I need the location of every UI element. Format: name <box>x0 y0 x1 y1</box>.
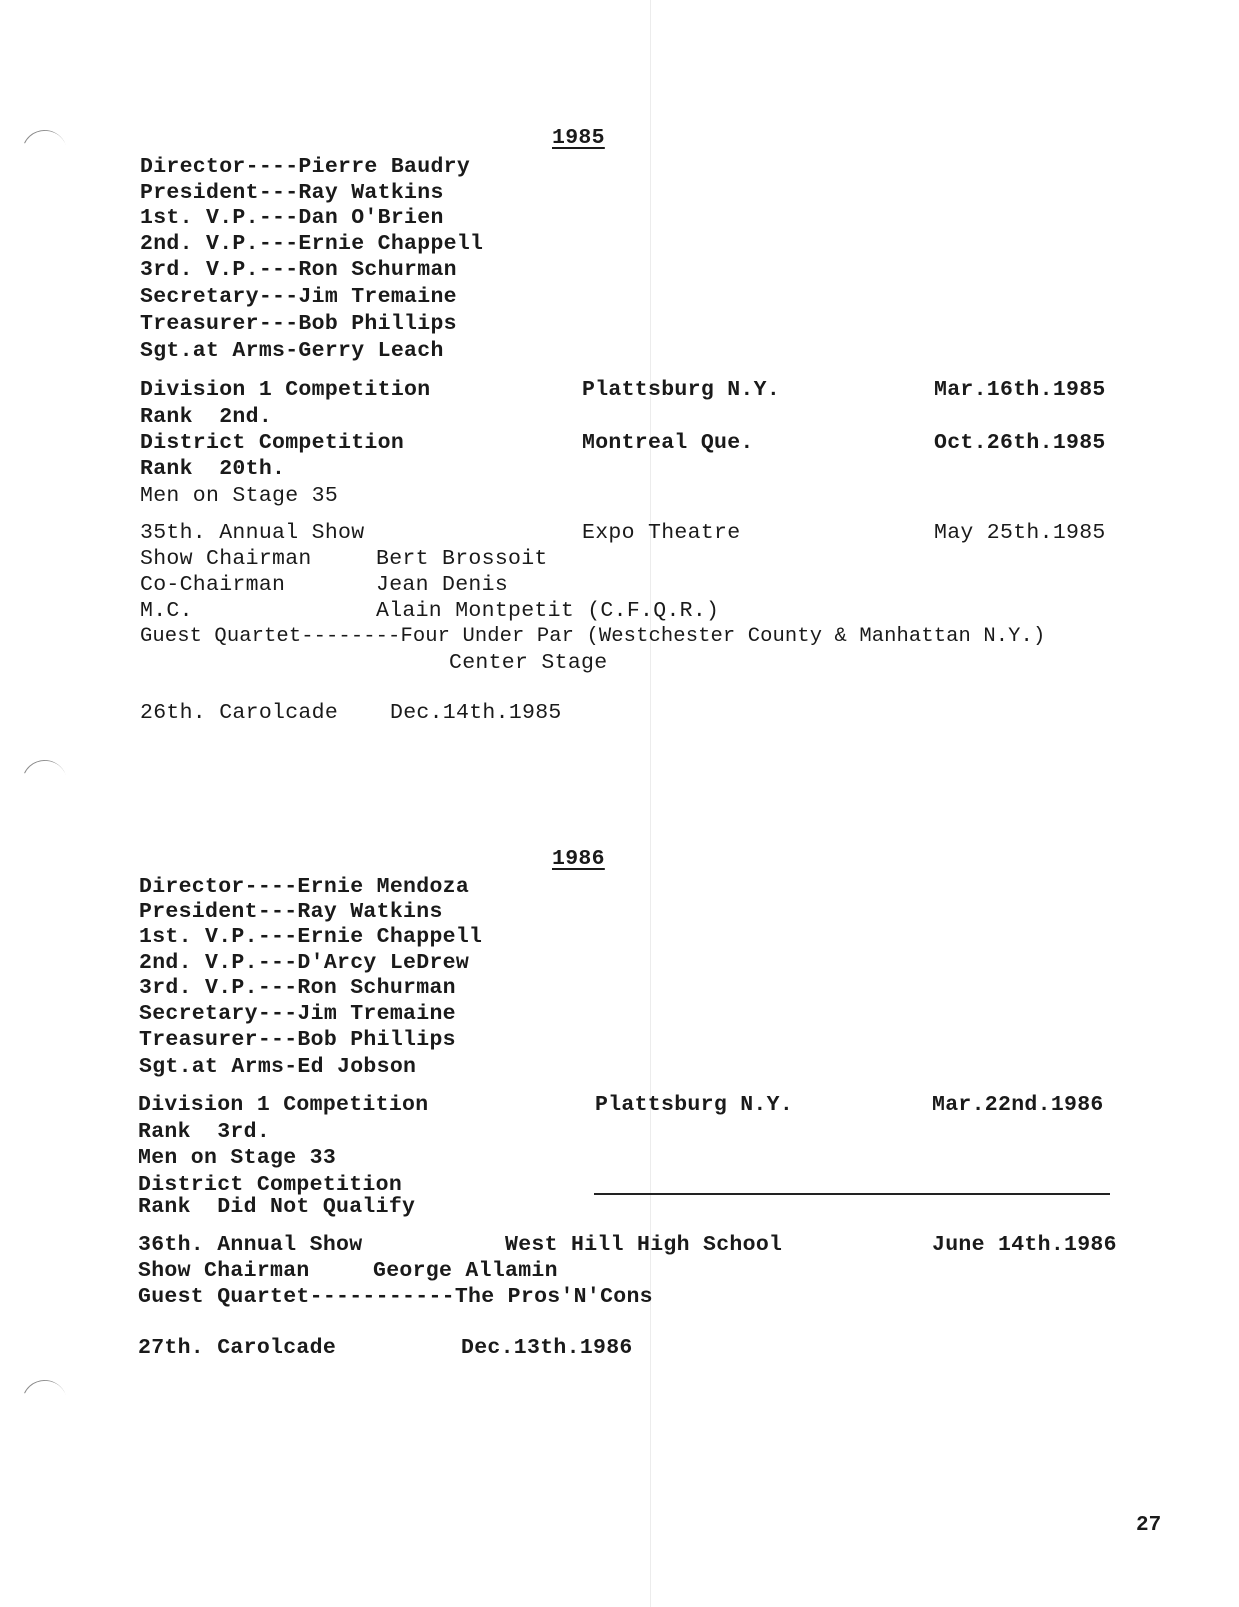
binder-hole-top <box>16 124 74 182</box>
year-heading-1986: 1986 <box>552 847 605 871</box>
carolcade-label: 26th. Carolcade <box>140 701 339 725</box>
division-rank: Rank 3rd. <box>138 1120 271 1144</box>
division-competition-place: Plattsburg N.Y. <box>595 1093 794 1117</box>
annual-show-label: 36th. Annual Show <box>138 1233 363 1257</box>
officer-line: Treasurer---Bob Phillips <box>139 1028 456 1052</box>
officer-line: President---Ray Watkins <box>140 181 444 205</box>
officer-line: 2nd. V.P.---D'Arcy LeDrew <box>139 951 470 975</box>
officer-line: Sgt.at Arms-Ed Jobson <box>139 1055 417 1079</box>
officer-line: President---Ray Watkins <box>139 900 443 924</box>
co-chairman-name: Jean Denis <box>376 573 509 597</box>
page-number: 27 <box>1136 1514 1162 1537</box>
page-fold-shadow <box>650 0 651 1607</box>
annual-show-label: 35th. Annual Show <box>140 521 365 545</box>
district-rank: Rank 20th. <box>140 457 286 481</box>
binder-hole-middle <box>16 754 74 812</box>
officer-line: 3rd. V.P.---Ron Schurman <box>139 976 456 1000</box>
guest-quartet: Guest Quartet--------Four Under Par (Westchester County & Manhattan N.Y.) <box>140 625 1046 648</box>
officer-line: Sgt.at Arms-Gerry Leach <box>140 339 444 363</box>
district-rank: Rank Did Not Qualify <box>138 1195 416 1219</box>
division-competition-label: Division 1 Competition <box>138 1093 429 1117</box>
officer-line: Secretary---Jim Tremaine <box>140 285 457 309</box>
guest-quartet: Guest Quartet-----------The Pros'N'Cons <box>138 1285 653 1309</box>
show-chairman-label: Show Chairman <box>138 1259 310 1283</box>
officer-line: Secretary---Jim Tremaine <box>139 1002 456 1026</box>
show-chairman-label: Show Chairman <box>140 547 312 571</box>
men-on-stage: Men on Stage 35 <box>140 484 339 508</box>
officer-line: 1st. V.P.---Ernie Chappell <box>139 925 483 949</box>
annual-show-place: West Hill High School <box>505 1233 783 1257</box>
division-competition-place: Plattsburg N.Y. <box>582 378 781 402</box>
officer-line: Director----Ernie Mendoza <box>139 875 470 899</box>
officer-line: 3rd. V.P.---Ron Schurman <box>140 258 457 282</box>
show-chairman-name: George Allamin <box>373 1259 558 1283</box>
officer-line: Treasurer---Bob Phillips <box>140 312 457 336</box>
annual-show-date: June 14th.1986 <box>932 1233 1117 1257</box>
district-competition-place: Montreal Que. <box>582 431 754 455</box>
division-rank: Rank 2nd. <box>140 405 273 429</box>
annual-show-place: Expo Theatre <box>582 521 741 545</box>
binder-hole-bottom <box>16 1374 74 1432</box>
carolcade-date: Dec.14th.1985 <box>390 701 562 725</box>
district-blank-rule <box>594 1193 1110 1195</box>
district-competition-date: Oct.26th.1985 <box>934 431 1106 455</box>
year-heading-1985: 1985 <box>552 126 605 150</box>
district-competition-label: District Competition <box>140 431 405 455</box>
co-chairman-label: Co-Chairman <box>140 573 286 597</box>
officer-line: 2nd. V.P.---Ernie Chappell <box>140 232 484 256</box>
district-competition-label: District Competition <box>138 1173 403 1197</box>
mc-name: Alain Montpetit (C.F.Q.R.) <box>376 599 720 623</box>
carolcade-date: Dec.13th.1986 <box>461 1336 633 1360</box>
show-chairman-name: Bert Brossoit <box>376 547 548 571</box>
officer-line: Director----Pierre Baudry <box>140 155 471 179</box>
division-competition-date: Mar.22nd.1986 <box>932 1093 1104 1117</box>
carolcade-label: 27th. Carolcade <box>138 1336 337 1360</box>
officer-line: 1st. V.P.---Dan O'Brien <box>140 206 444 230</box>
men-on-stage: Men on Stage 33 <box>138 1146 337 1170</box>
division-competition-date: Mar.16th.1985 <box>934 378 1106 402</box>
guest-quartet-continued: Center Stage <box>449 651 608 675</box>
mc-label: M.C. <box>140 599 193 623</box>
division-competition-label: Division 1 Competition <box>140 378 431 402</box>
annual-show-date: May 25th.1985 <box>934 521 1106 545</box>
